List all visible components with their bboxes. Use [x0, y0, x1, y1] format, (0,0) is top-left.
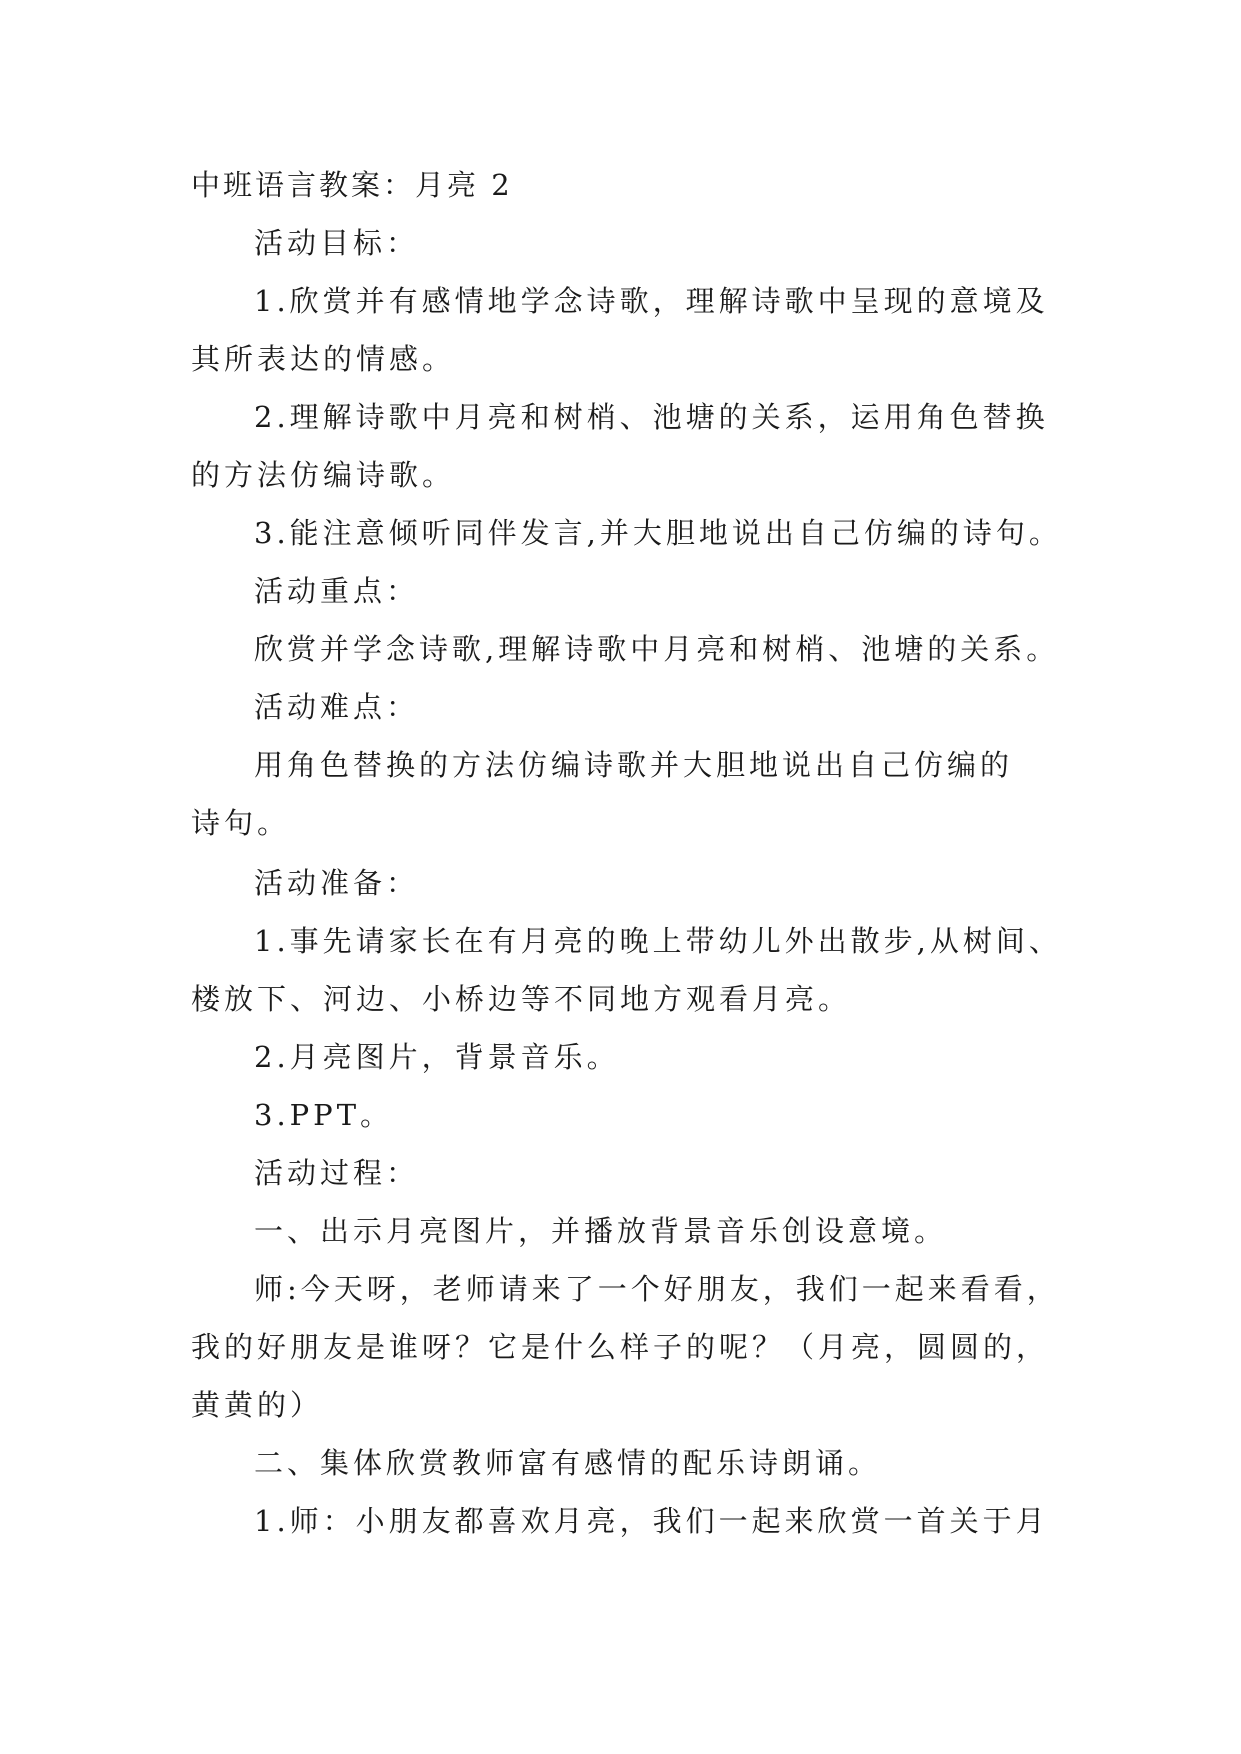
- paragraph-line: 欣赏并学念诗歌,理解诗歌中月亮和树梢、池塘的关系。: [254, 632, 1060, 666]
- heading-activity-preparation: 活动准备：: [254, 866, 420, 900]
- heading-activity-process: 活动过程：: [254, 1156, 420, 1190]
- document-title: 中班语言教案：月亮 2: [191, 168, 513, 202]
- paragraph-line: 其所表达的情感。: [191, 342, 456, 376]
- paragraph-line: 诗句。: [191, 806, 291, 840]
- paragraph-line: 3.能注意倾听同伴发言,并大胆地说出自己仿编的诗句。: [254, 516, 1062, 550]
- heading-activity-focus: 活动重点：: [254, 574, 420, 608]
- paragraph-line: 2.月亮图片，背景音乐。: [254, 1040, 620, 1074]
- paragraph-line: 3.PPT。: [254, 1098, 394, 1132]
- paragraph-line: 师:今天呀，老师请来了一个好朋友，我们一起来看看，: [254, 1272, 1060, 1306]
- paragraph-line: 1.事先请家长在有月亮的晚上带幼儿外出散步,从树间、: [254, 924, 1062, 958]
- heading-activity-goals: 活动目标：: [254, 226, 420, 260]
- paragraph-line: 1.欣赏并有感情地学念诗歌，理解诗歌中呈现的意境及: [254, 284, 1049, 318]
- paragraph-line: 2.理解诗歌中月亮和树梢、池塘的关系，运用角色替换: [254, 400, 1049, 434]
- paragraph-line: 用角色替换的方法仿编诗歌并大胆地说出自己仿编的: [254, 748, 1014, 782]
- heading-activity-difficulty: 活动难点：: [254, 690, 420, 724]
- paragraph-line: 1.师：小朋友都喜欢月亮，我们一起来欣赏一首关于月: [254, 1504, 1049, 1538]
- paragraph-line: 楼放下、河边、小桥边等不同地方观看月亮。: [191, 982, 852, 1016]
- paragraph-line: 的方法仿编诗歌。: [191, 458, 456, 492]
- paragraph-line: 二、集体欣赏教师富有感情的配乐诗朗诵。: [254, 1446, 882, 1480]
- paragraph-line: 我的好朋友是谁呀？它是什么样子的呢？（月亮，圆圆的，: [191, 1330, 1050, 1364]
- paragraph-line: 一、出示月亮图片，并播放背景音乐创设意境。: [254, 1214, 948, 1248]
- paragraph-line: 黄黄的）: [191, 1388, 324, 1422]
